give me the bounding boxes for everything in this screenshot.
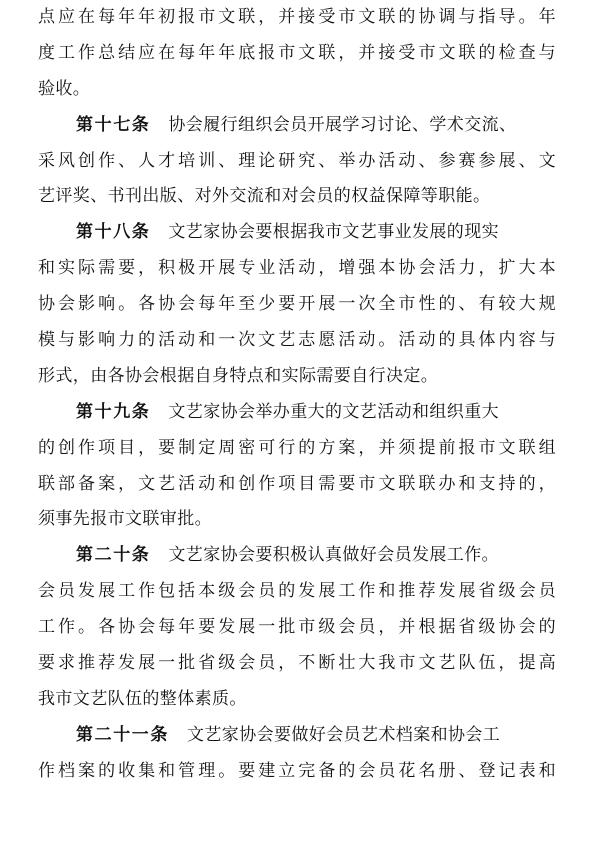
text-line: 会员发展工作包括本级会员的发展工作和推荐发展省级会员 (38, 581, 556, 602)
article-text: 文艺家协会要根据我市文艺事业发展的现实 (168, 222, 500, 243)
article-21-first-line (38, 718, 556, 754)
article-20-first-line (38, 538, 556, 574)
text-line: 我市文艺队伍的整体素质。 (38, 688, 247, 709)
text-line: 联部备案，文艺活动和创作项目需要市文联联办和支持的， (38, 473, 556, 494)
article-number: 第十七条 (76, 114, 151, 135)
article-17-first-line (38, 108, 556, 144)
article-number: 第十九条 (76, 401, 151, 422)
text-line: 形式，由各协会根据自身特点和实际需要自行决定。 (38, 365, 439, 386)
text-line: 度工作总结应在每年年底报市文联，并接受市文联的检查与 (38, 42, 556, 63)
text-line: 须事先报市文联审批。 (38, 509, 212, 530)
text-line: 作档案的收集和管理。要建立完备的会员花名册、登记表和 (38, 760, 556, 781)
text-line: 模与影响力的活动和一次文艺志愿活动。活动的具体内容与 (38, 330, 556, 351)
article-18-first-line (38, 215, 556, 251)
text-line: 艺评奖、书刊出版、对外交流和对会员的权益保障等职能。 (38, 186, 491, 207)
text-line: 协会影响。各协会每年至少要开展一次全市性的、有较大规 (38, 294, 556, 315)
article-text: 文艺家协会要积极认真做好会员发展工作。 (168, 545, 500, 566)
text-line: 要求推荐发展一批省级会员，不断壮大我市文艺队伍，提高 (38, 653, 556, 674)
article-number: 第二十一条 (76, 724, 169, 745)
article-text: 文艺家协会举办重大的文艺活动和组织重大 (168, 401, 500, 422)
text-line: 的创作项目，要制定周密可行的方案，并须提前报市文联组 (38, 437, 556, 458)
text-line: 和实际需要，积极开展专业活动，增强本协会活力，扩大本 (38, 258, 556, 279)
text-line: 采风创作、人才培训、理论研究、举办活动、参赛参展、文 (38, 150, 556, 171)
article-number: 第十八条 (76, 222, 151, 243)
text-line: 点应在每年年初报市文联，并接受市文联的协调与指导。年 (38, 7, 556, 27)
article-number: 第二十条 (76, 545, 151, 566)
text-line: 验收。 (38, 78, 91, 99)
article-19-first-line (38, 395, 556, 431)
text-line: 工作。各协会每年要发展一批市级会员，并根据省级协会的 (38, 617, 556, 638)
article-text: 文艺家协会要做好会员艺术档案和协会工 (187, 724, 501, 745)
article-text: 协会履行组织会员开展学习讨论、学术交流、 (168, 114, 517, 135)
document-page (38, 0, 556, 790)
